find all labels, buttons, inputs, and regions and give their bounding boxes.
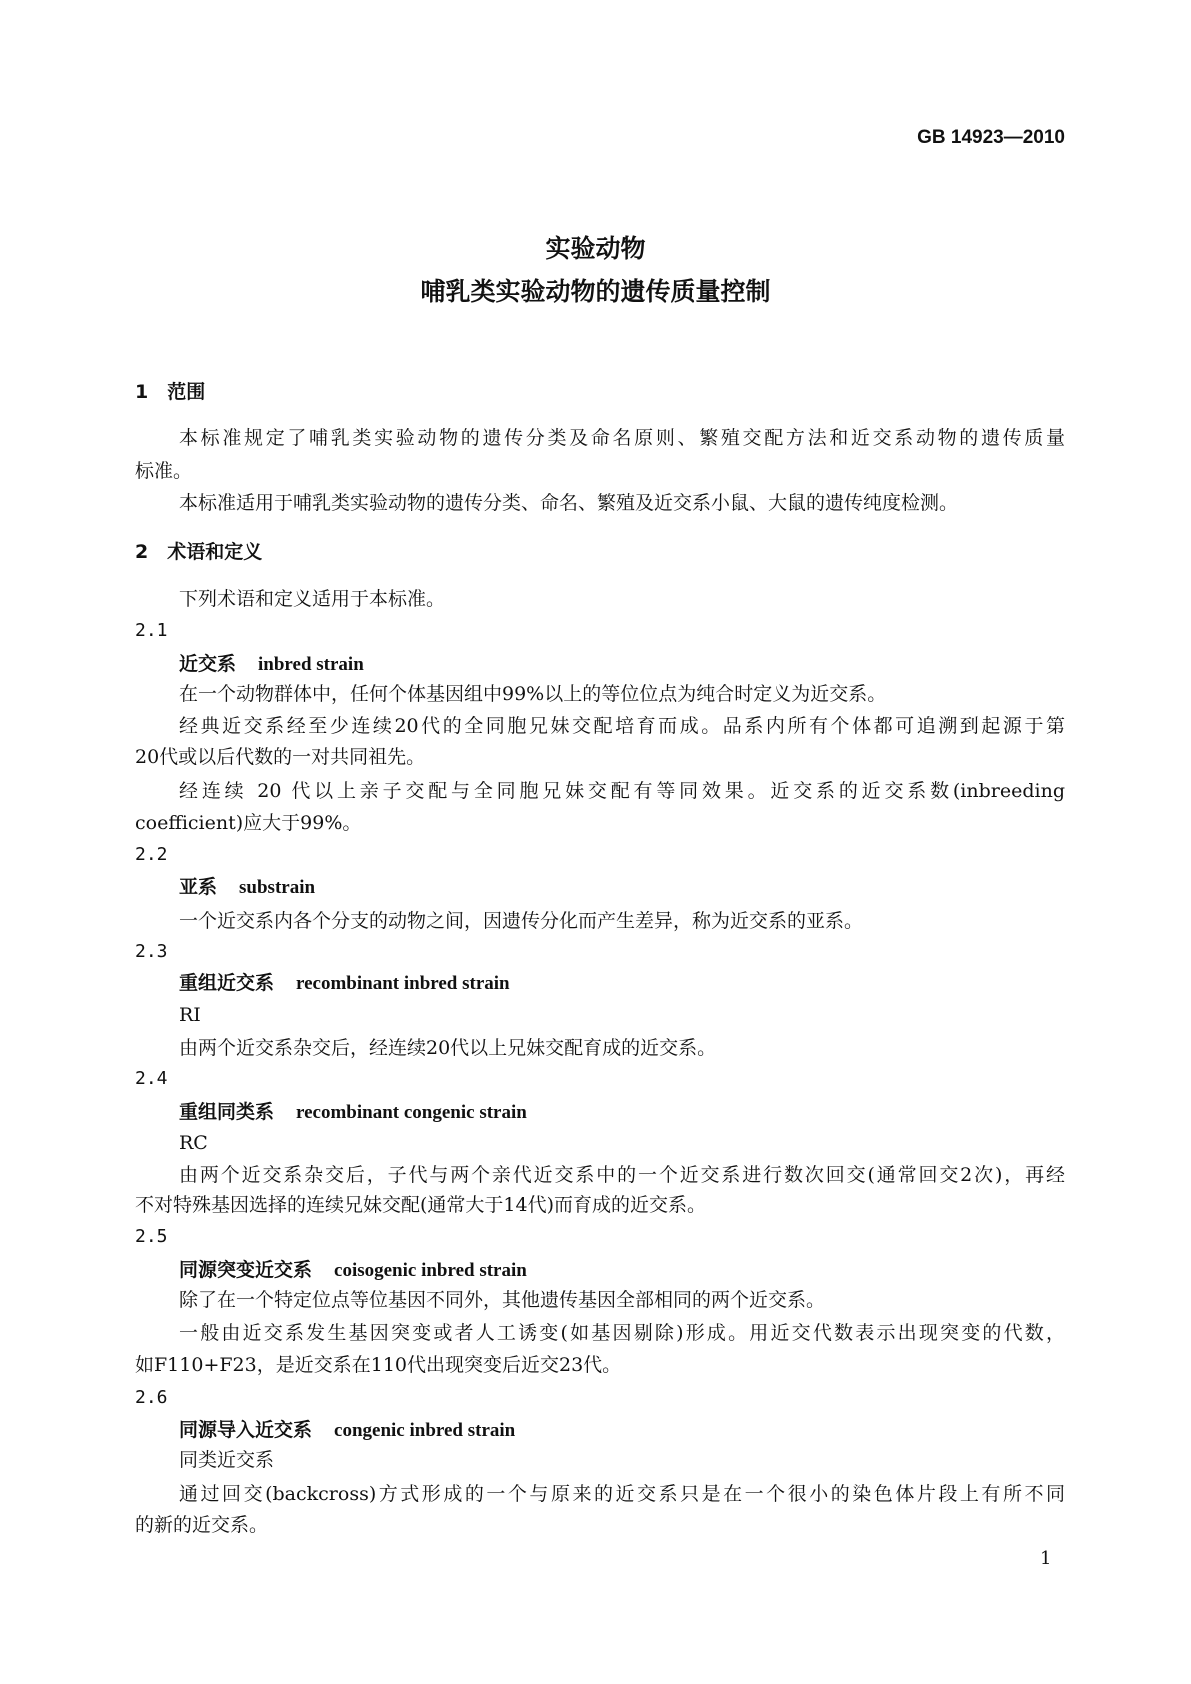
definition: 如F110+F23，是近交系在110代出现突变后近交23代。 [135, 1354, 622, 1376]
section-2-heading: 2 术语和定义 [135, 541, 263, 563]
section-1-heading: 1 范围 [135, 381, 206, 403]
definition: 20代或以后代数的一对共同祖先。 [135, 746, 426, 768]
clause-number: 2.5 [135, 1226, 168, 1247]
definition: 除了在一个特定位点等位基因不同外，其他遗传基因全部相同的两个近交系。 [179, 1289, 826, 1311]
term-zh: 重组同类系 [179, 1101, 275, 1123]
paragraph: 下列术语和定义适用于本标准。 [179, 588, 446, 610]
term-heading [179, 652, 364, 677]
term-zh: 重组近交系 [179, 972, 275, 994]
clause-number: 2.6 [135, 1387, 168, 1408]
doc-title-line1: 实验动物 [545, 234, 646, 263]
clause-number: 2.1 [135, 620, 168, 641]
term-zh: 近交系 [179, 653, 237, 675]
definition: 的新的近交系。 [135, 1514, 269, 1536]
clause-number: 2.3 [135, 941, 168, 962]
term-en: congenic inbred strain [334, 1420, 516, 1441]
term-en: recombinant congenic strain [296, 1102, 527, 1123]
definition: coefficient)应大于99%。 [135, 812, 362, 834]
term-en: coisogenic inbred strain [334, 1260, 527, 1281]
paragraph: 本标准适用于哺乳类实验动物的遗传分类、命名、繁殖及近交系小鼠、大鼠的遗传纯度检测。 [179, 492, 959, 514]
term-en: substrain [239, 877, 316, 898]
term-en: inbred strain [258, 654, 364, 675]
definition: 由两个近交系杂交后，子代与两个亲代近交系中的一个近交系进行数次回交(通常回交2次)，再经 [179, 1164, 1065, 1186]
term-synonym: 同类近交系 [179, 1449, 275, 1471]
paragraph: 本标准规定了哺乳类实验动物的遗传分类及命名原则、繁殖交配方法和近交系动物的遗传质量 [179, 427, 1065, 449]
term-zh: 同源突变近交系 [179, 1259, 313, 1281]
definition: 经连续 20 代以上亲子交配与全同胞兄妹交配有等同效果。近交系的近交系数(inbreeding [179, 780, 1065, 802]
term-zh: 同源导入近交系 [179, 1419, 313, 1441]
standard-code: GB 14923—2010 [917, 127, 1065, 148]
definition: 由两个近交系杂交后，经连续20代以上兄妹交配育成的近交系。 [179, 1037, 717, 1059]
page-number: 1 [1040, 1548, 1052, 1569]
definition: 一个近交系内各个分支的动物之间，因遗传分化而产生差异，称为近交系的亚系。 [179, 910, 864, 932]
term-heading [179, 1100, 527, 1125]
definition: 经典近交系经至少连续20代的全同胞兄妹交配培育而成。品系内所有个体都可追溯到起源于第 [179, 715, 1065, 737]
paragraph: 标准。 [135, 460, 193, 482]
doc-title-line2: 哺乳类实验动物的遗传质量控制 [420, 277, 771, 306]
clause-number: 2.2 [135, 844, 168, 865]
term-heading [179, 1418, 515, 1443]
term-heading [179, 1258, 527, 1283]
clause-number: 2.4 [135, 1068, 168, 1089]
term-en: recombinant inbred strain [296, 973, 510, 994]
definition: 通过回交(backcross)方式形成的一个与原来的近交系只是在一个很小的染色体片段上有所不同 [179, 1483, 1065, 1505]
term-abbreviation: RC [179, 1132, 208, 1154]
term-abbreviation: RI [179, 1004, 201, 1026]
term-heading [179, 875, 315, 900]
definition: 在一个动物群体中，任何个体基因组中99%以上的等位位点为纯合时定义为近交系。 [179, 683, 887, 705]
definition: 一般由近交系发生基因突变或者人工诱变(如基因剔除)形成。用近交代数表示出现突变的代数， [179, 1322, 1065, 1344]
definition: 不对特殊基因选择的连续兄妹交配(通常大于14代)而育成的近交系。 [135, 1194, 707, 1216]
term-heading [179, 971, 510, 996]
term-zh: 亚系 [179, 876, 218, 898]
